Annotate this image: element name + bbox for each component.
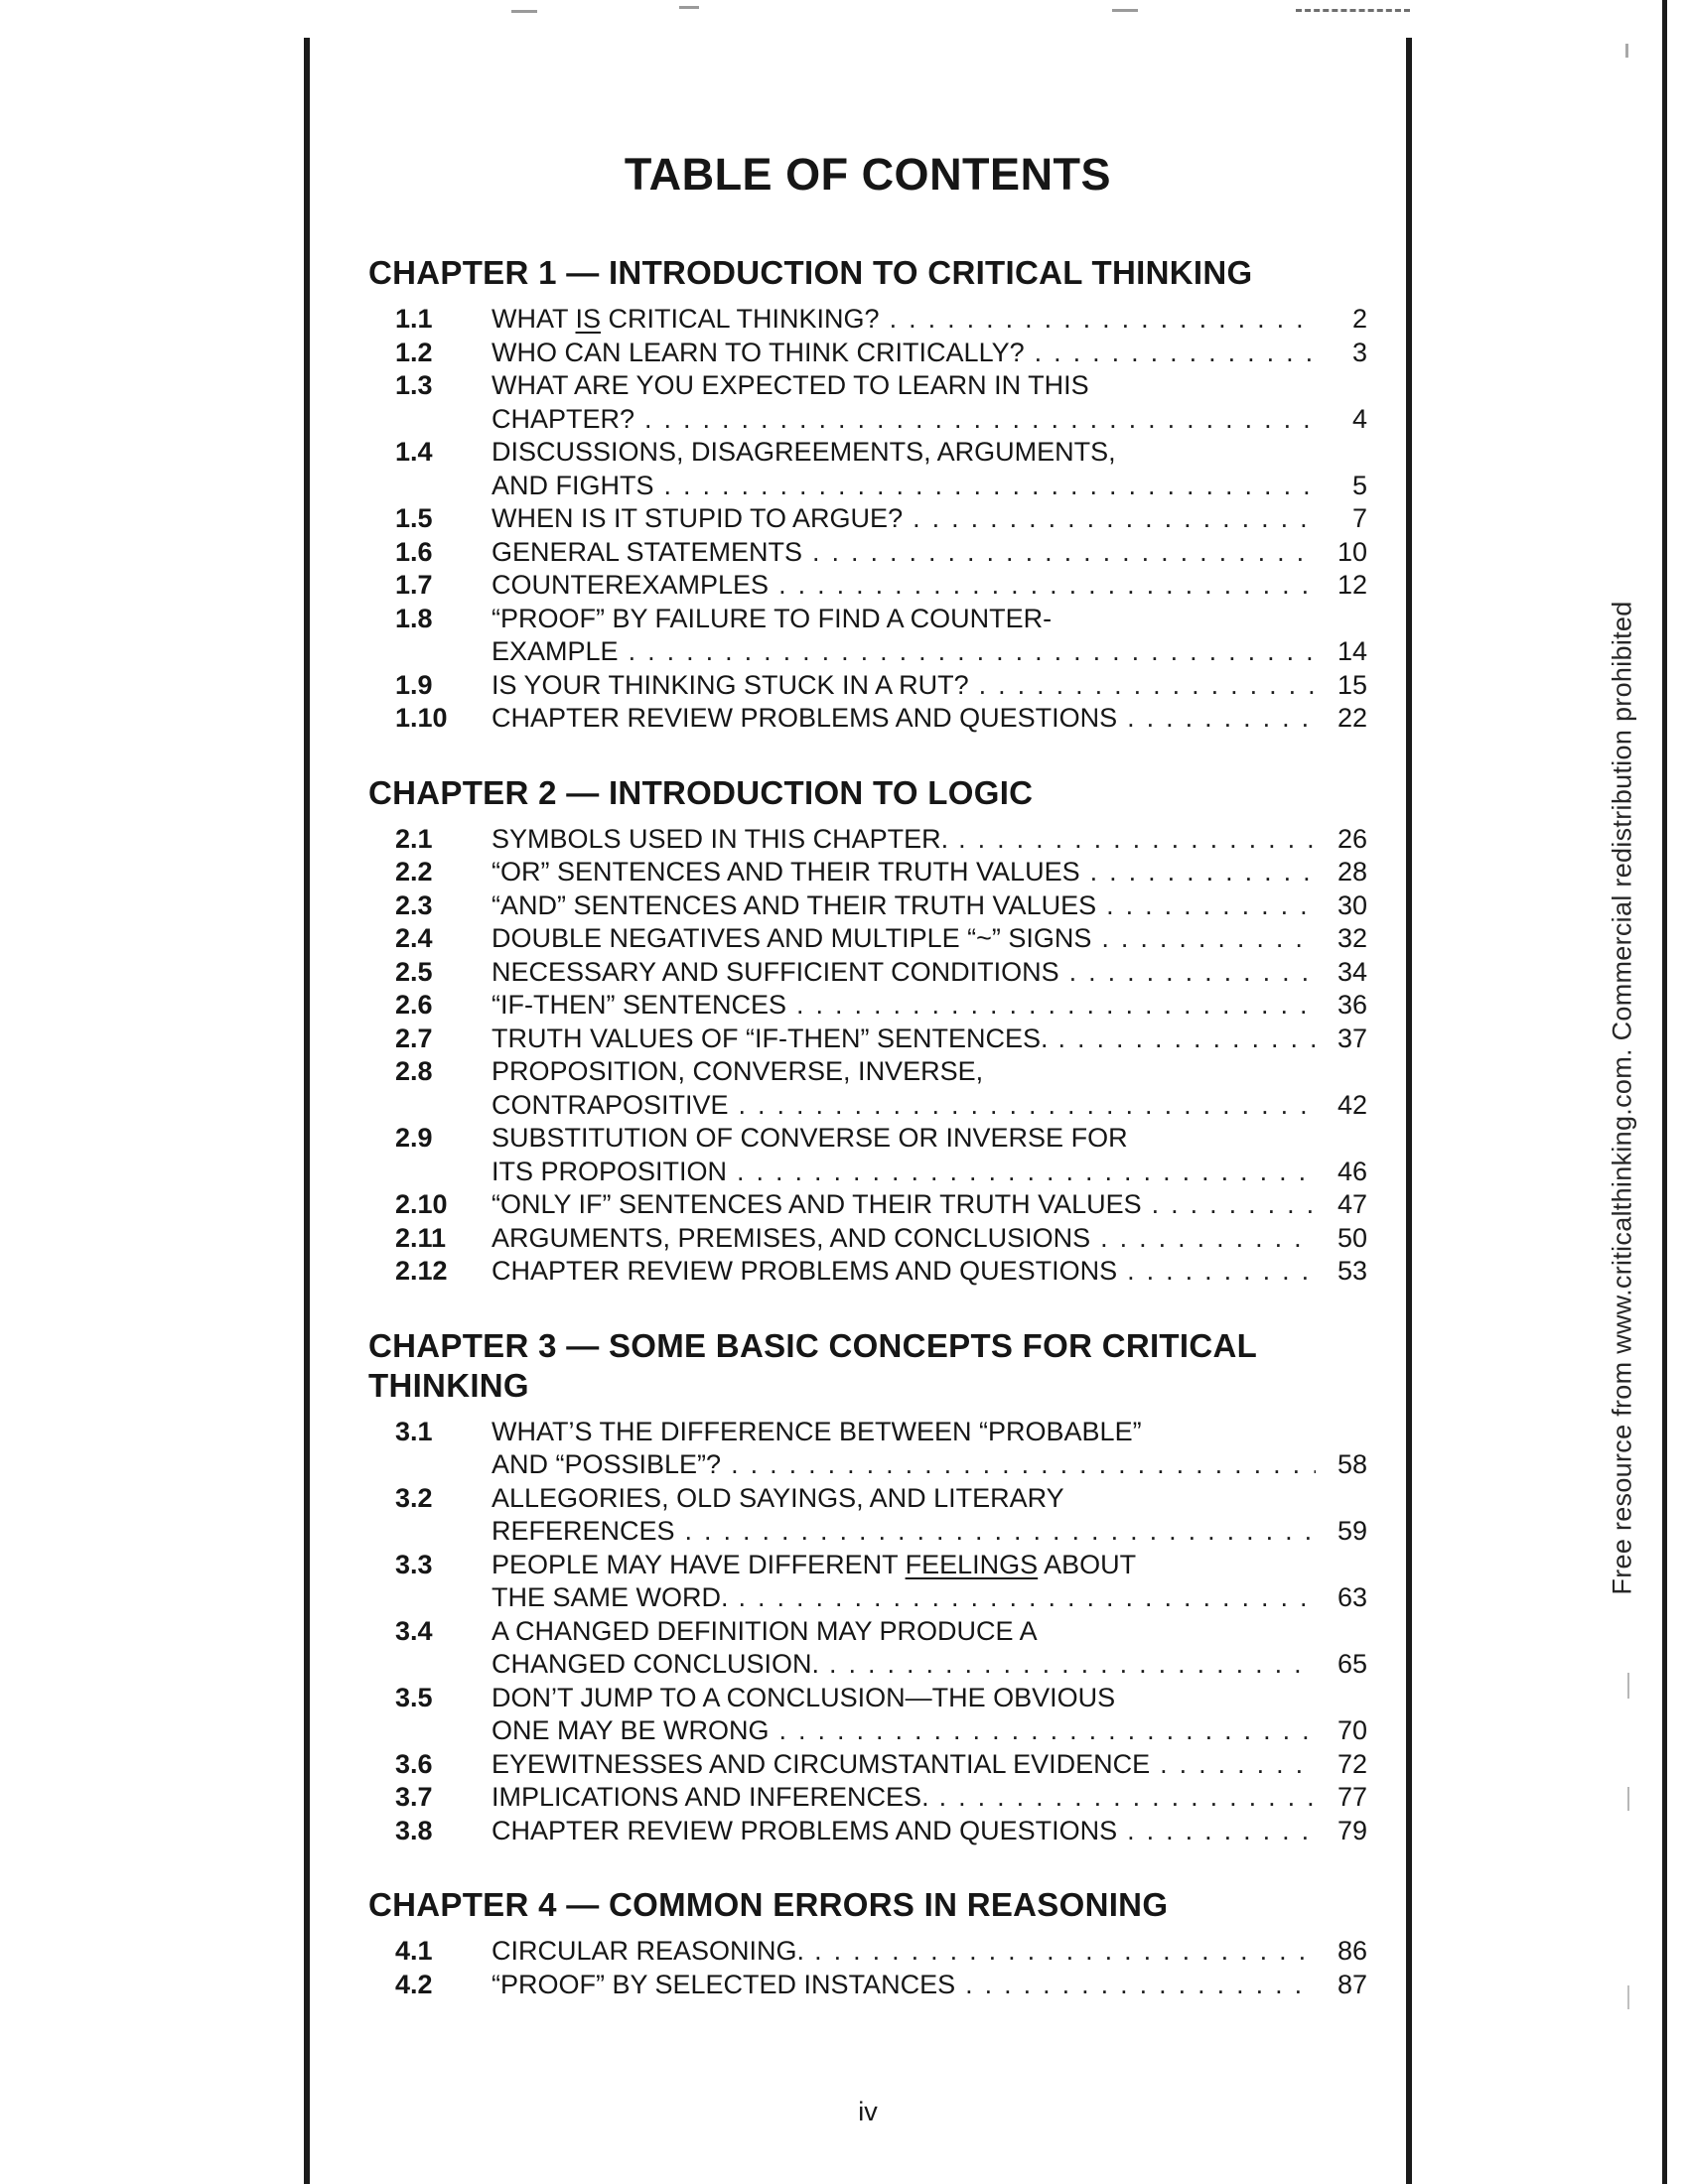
entry-line [492,470,1367,503]
entry-text: WHEN IS IT STUPID TO ARGUE? [492,503,904,533]
entry-title [492,702,1367,736]
text-segment: CRITICAL THINKING? [601,304,880,334]
entry-page-number: 50 [1336,1222,1367,1253]
toc-entry [368,1416,1367,1482]
copyright-sidebar-note: Free resource from www.criticalthinking.com. Commercial redistribution prohibited [1607,601,1637,1595]
entry-page-number: 7 [1351,503,1367,533]
entry-text: “AND” SENTENCES AND THEIR TRUTH VALUES [492,889,1097,920]
entry-number: 2.8 [395,1056,433,1086]
entry-number: 3.6 [395,1748,433,1779]
chapter-heading: CHAPTER 4 — COMMON ERRORS IN REASONING [368,1886,1169,1923]
dot-leader [779,1714,1316,1748]
toc-chapters [368,253,1367,2001]
entry-page-number: 2 [1351,304,1367,334]
chapter-heading: THINKING [368,1366,529,1404]
entry-page-number: 79 [1336,1815,1367,1845]
entry-text: REFERENCES [492,1516,675,1546]
dot-leader [1090,856,1316,889]
dot-leader [1106,889,1316,923]
entry-title [492,303,1367,337]
entry-text: CIRCULAR REASONING. [492,1936,805,1966]
toc-entry [368,603,1367,669]
entry-title [492,1815,1367,1848]
entry-line: ALLEGORIES, OLD SAYINGS, AND LITERARY [492,1482,1064,1513]
scan-artifact [1627,1985,1629,2009]
entry-text: COUNTEREXAMPLES [492,570,770,600]
entry-page-number: 4 [1351,403,1367,434]
entry-line [492,1023,1367,1056]
entry-page-number: 63 [1336,1582,1367,1612]
entry-page-number: 10 [1336,536,1367,567]
toc-content [368,0,1367,2039]
toc-entry [368,1815,1367,1848]
entry-line [492,1648,1367,1682]
entry-text: ONE MAY BE WRONG [492,1715,770,1745]
entry-number: 2.1 [395,823,433,854]
toc-entry [368,989,1367,1023]
entry-page-number: 37 [1336,1023,1367,1053]
entry-page-number: 12 [1336,570,1367,600]
entry-line [492,889,1367,923]
entry-line: “PROOF” BY FAILURE TO FIND A COUNTER- [492,603,1053,633]
entry-line [492,1969,1367,2002]
entry-text: THE SAME WORD. [492,1582,729,1612]
entry-page-number: 5 [1351,470,1367,500]
entry-text: GENERAL STATEMENTS [492,536,803,567]
entry-line [492,1581,1367,1615]
toc-entry [368,889,1367,923]
entry-number: 2.7 [395,1023,433,1053]
toc-entry [368,1615,1367,1682]
entry-number: 3.3 [395,1549,433,1579]
entry-page-number: 47 [1336,1189,1367,1219]
page-border-left [304,38,310,2184]
entry-page-number: 26 [1336,823,1367,854]
toc-entry [368,1122,1367,1188]
entry-text: CONTRAPOSITIVE [492,1089,729,1120]
entry-number: 3.1 [395,1416,433,1446]
toc-entry [368,922,1367,956]
toc-entry [368,337,1367,370]
entry-line [492,856,1367,889]
dot-leader [1152,1188,1316,1222]
dot-leader [629,635,1316,669]
chapter-heading: CHAPTER 1 — INTRODUCTION TO CRITICAL THINKING [368,254,1253,291]
entry-line [492,1188,1367,1222]
chapter-section [368,1885,1367,2001]
entry-text [492,303,880,337]
entry-number: 2.9 [395,1123,433,1153]
entry-page-number: 28 [1336,857,1367,887]
entry-text: CHAPTER? [492,403,635,434]
entry-text: “PROOF” BY SELECTED INSTANCES [492,1969,956,1999]
entry-page-number: 3 [1351,337,1367,367]
dot-leader [1100,1222,1316,1256]
entry-page-number: 87 [1336,1969,1367,1999]
entry-page-number: 77 [1336,1782,1367,1812]
entry-line [492,502,1367,536]
dot-leader [979,669,1316,703]
entry-number: 2.12 [395,1256,448,1286]
dot-leader [796,989,1316,1023]
chapter-section [368,1326,1367,1848]
entry-page-number: 34 [1336,956,1367,987]
entry-number: 2.5 [395,956,433,987]
entry-title [492,1748,1367,1782]
entry-number: 3.2 [395,1482,433,1513]
entry-title [492,1935,1367,1969]
entry-title [492,1615,1367,1682]
entry-number: 4.2 [395,1969,433,1999]
entry-page-number: 30 [1336,889,1367,920]
entry-title [492,1023,1367,1056]
entry-number: 1.7 [395,570,433,600]
dot-leader [1035,337,1316,370]
entry-line [492,1549,1367,1582]
entry-page-number: 36 [1336,990,1367,1020]
toc-entry [368,1748,1367,1782]
entry-title [492,956,1367,990]
toc-entry [368,1682,1367,1748]
dot-leader [731,1448,1316,1482]
entry-line [492,337,1367,370]
entry-line: PROPOSITION, CONVERSE, INVERSE, [492,1056,984,1086]
entry-title [492,1781,1367,1815]
entry-page-number: 72 [1336,1748,1367,1779]
entry-text: EYEWITNESSES AND CIRCUMSTANTIAL EVIDENCE [492,1748,1151,1779]
entry-text: “ONLY IF” SENTENCES AND THEIR TRUTH VALUES [492,1189,1142,1219]
entry-title [492,1549,1367,1615]
entry-line [492,1089,1367,1123]
entry-page-number: 53 [1336,1256,1367,1286]
entry-text: WHO CAN LEARN TO THINK CRITICALLY? [492,337,1025,367]
entry-line [492,303,1367,337]
entry-line [492,569,1367,603]
entry-title [492,1122,1367,1188]
toc-entry [368,669,1367,703]
entry-number: 2.2 [395,857,433,887]
entry-text: CHAPTER REVIEW PROBLEMS AND QUESTIONS [492,1815,1118,1845]
entry-text: AND “POSSIBLE”? [492,1449,722,1479]
entry-number: 2.3 [395,889,433,920]
dot-leader [1127,1255,1316,1289]
toc-entry [368,956,1367,990]
entry-number: 1.8 [395,603,433,633]
entry-title [492,989,1367,1023]
dot-leader [890,303,1316,337]
entry-page-number: 59 [1336,1516,1367,1546]
entry-line: A CHANGED DEFINITION MAY PRODUCE A [492,1615,1038,1646]
entry-text: “OR” SENTENCES AND THEIR TRUTH VALUES [492,857,1080,887]
entry-line [492,536,1367,570]
entry-text: IMPLICATIONS AND INFERENCES. [492,1782,929,1812]
dot-leader [737,1156,1316,1189]
entry-line [492,1515,1367,1549]
entry-line: WHAT’S THE DIFFERENCE BETWEEN “PROBABLE” [492,1416,1142,1446]
entry-text: CHANGED CONCLUSION. [492,1649,820,1679]
chapter-section [368,773,1367,1289]
entry-number: 1.5 [395,503,433,533]
text-segment: ABOUT [1038,1549,1137,1579]
chapter-heading-block [368,253,1367,293]
dot-leader [1058,1023,1316,1056]
dot-leader [644,403,1316,437]
dot-leader [1101,922,1316,956]
toc-entry [368,1255,1367,1289]
entry-line [492,1255,1367,1289]
entry-page-number: 32 [1336,923,1367,953]
entry-text: NECESSARY AND SUFFICIENT CONDITIONS [492,956,1059,987]
text-segment: WHAT [492,304,576,334]
entry-line [492,956,1367,990]
scan-artifact [1627,1673,1629,1699]
dot-leader [1127,702,1316,736]
toc-entry [368,436,1367,502]
entry-page-number: 70 [1336,1715,1367,1745]
toc-entry [368,1222,1367,1256]
entry-line: DON’T JUMP TO A CONCLUSION—THE OBVIOUS [492,1682,1116,1712]
chapter-heading: CHAPTER 3 — SOME BASIC CONCEPTS FOR CRITICAL [368,1326,1258,1364]
entry-number: 2.4 [395,923,433,953]
underlined-text: IS [575,304,602,334]
entry-line [492,1935,1367,1969]
entry-number: 1.10 [395,703,448,733]
entry-page-number: 86 [1336,1936,1367,1966]
entry-text: AND FIGHTS [492,470,654,500]
entry-line: SUBSTITUTION OF CONVERSE OR INVERSE FOR [492,1123,1128,1153]
entry-number: 1.9 [395,669,433,700]
entry-title [492,922,1367,956]
entry-page-number: 46 [1336,1156,1367,1186]
entry-text: ITS PROPOSITION [492,1156,728,1186]
entry-text: ARGUMENTS, PREMISES, AND CONCLUSIONS [492,1222,1091,1253]
scan-artifact [1627,1787,1629,1811]
dot-leader [829,1648,1316,1682]
entry-title [492,536,1367,570]
dot-leader [685,1515,1316,1549]
underlined-text: FEELINGS [905,1549,1039,1579]
entry-text: TRUTH VALUES OF “IF-THEN” SENTENCES. [492,1023,1049,1053]
entry-line [492,1815,1367,1848]
entry-title [492,603,1367,669]
dot-leader [739,1581,1316,1615]
entry-number: 4.1 [395,1936,433,1966]
entry-line [492,1748,1367,1782]
entry-page-number: 42 [1336,1089,1367,1120]
entry-title [492,1188,1367,1222]
entry-text: IS YOUR THINKING STUCK IN A RUT? [492,669,969,700]
scan-artifact [1625,44,1628,58]
chapter-heading-block [368,1885,1367,1925]
entry-title [492,669,1367,703]
dot-leader [814,1935,1316,1969]
dot-leader [1069,956,1316,990]
entry-line [492,823,1367,857]
entry-title [492,823,1367,857]
entry-line [492,1781,1367,1815]
entry-title [492,1255,1367,1289]
entry-title [492,436,1367,502]
entry-line [492,1156,1367,1189]
folio-page-number: iv [858,2097,878,2126]
dot-leader [778,569,1316,603]
page-title: TABLE OF CONTENTS [624,149,1112,200]
dot-leader [664,470,1316,503]
dot-leader [913,502,1316,536]
chapter-section [368,253,1367,736]
entry-line [492,702,1367,736]
toc-entry [368,1781,1367,1815]
entry-line [492,403,1367,437]
entry-line [492,1714,1367,1748]
entry-line [492,1222,1367,1256]
entry-number: 2.11 [395,1222,447,1253]
entry-title [492,569,1367,603]
toc-entry [368,823,1367,857]
chapter-heading-block [368,1326,1367,1406]
entry-title [492,889,1367,923]
toc-entry [368,536,1367,570]
toc-entry [368,702,1367,736]
entry-line [492,989,1367,1023]
entry-title [492,1682,1367,1748]
chapter-heading-block [368,773,1367,813]
entry-number: 3.8 [395,1815,433,1845]
entry-number: 3.7 [395,1782,433,1812]
entry-number: 1.3 [395,370,433,400]
entry-page-number: 22 [1336,703,1367,733]
dot-leader [1127,1815,1316,1848]
text-segment: PEOPLE MAY HAVE DIFFERENT [492,1549,906,1579]
toc-entry [368,502,1367,536]
dot-leader [812,536,1316,570]
entry-text: SYMBOLS USED IN THIS CHAPTER. [492,823,949,854]
dot-leader [939,1781,1316,1815]
entry-page-number: 58 [1336,1449,1367,1479]
entry-line [492,1448,1367,1482]
entry-number: 1.2 [395,337,433,367]
entry-title [492,1969,1367,2002]
entry-title [492,856,1367,889]
chapter-heading: CHAPTER 2 — INTRODUCTION TO LOGIC [368,773,1034,811]
dot-leader [958,823,1316,857]
toc-entry [368,1023,1367,1056]
entry-title [492,369,1367,436]
entry-title [492,1482,1367,1549]
entry-title [492,502,1367,536]
entry-line [492,669,1367,703]
entry-title [492,1416,1367,1482]
entry-number: 1.1 [395,304,433,334]
entry-page-number: 14 [1336,636,1367,666]
entry-number: 1.4 [395,437,433,467]
dot-leader [1160,1748,1316,1782]
dot-leader [739,1089,1316,1123]
toc-entry [368,1969,1367,2002]
entry-text: CHAPTER REVIEW PROBLEMS AND QUESTIONS [492,703,1118,733]
entry-page-number: 65 [1336,1649,1367,1679]
entry-line: DISCUSSIONS, DISAGREEMENTS, ARGUMENTS, [492,437,1116,467]
toc-entry [368,303,1367,337]
entry-title [492,337,1367,370]
entry-title [492,1055,1367,1122]
entry-page-number: 15 [1336,669,1367,700]
entry-line [492,635,1367,669]
entry-number: 2.10 [395,1189,448,1219]
entry-number: 2.6 [395,990,433,1020]
toc-entry [368,1055,1367,1122]
entry-number: 3.5 [395,1682,433,1712]
toc-entry [368,856,1367,889]
toc-entry [368,369,1367,436]
entry-title [492,1222,1367,1256]
entry-text: EXAMPLE [492,636,619,666]
toc-entry [368,569,1367,603]
toc-entry [368,1935,1367,1969]
entry-number: 3.4 [395,1615,433,1646]
entry-text: CHAPTER REVIEW PROBLEMS AND QUESTIONS [492,1256,1118,1286]
entry-text: “IF-THEN” SENTENCES [492,990,786,1020]
entry-text: DOUBLE NEGATIVES AND MULTIPLE “~” SIGNS [492,923,1092,953]
toc-entry [368,1482,1367,1549]
entry-number: 1.6 [395,536,433,567]
page-border-right [1406,38,1412,2184]
entry-line [492,922,1367,956]
entry-line: WHAT ARE YOU EXPECTED TO LEARN IN THIS [492,370,1089,400]
page-edge-rule [1662,0,1667,2184]
toc-entry [368,1188,1367,1222]
dot-leader [965,1969,1316,2002]
toc-entry [368,1549,1367,1615]
